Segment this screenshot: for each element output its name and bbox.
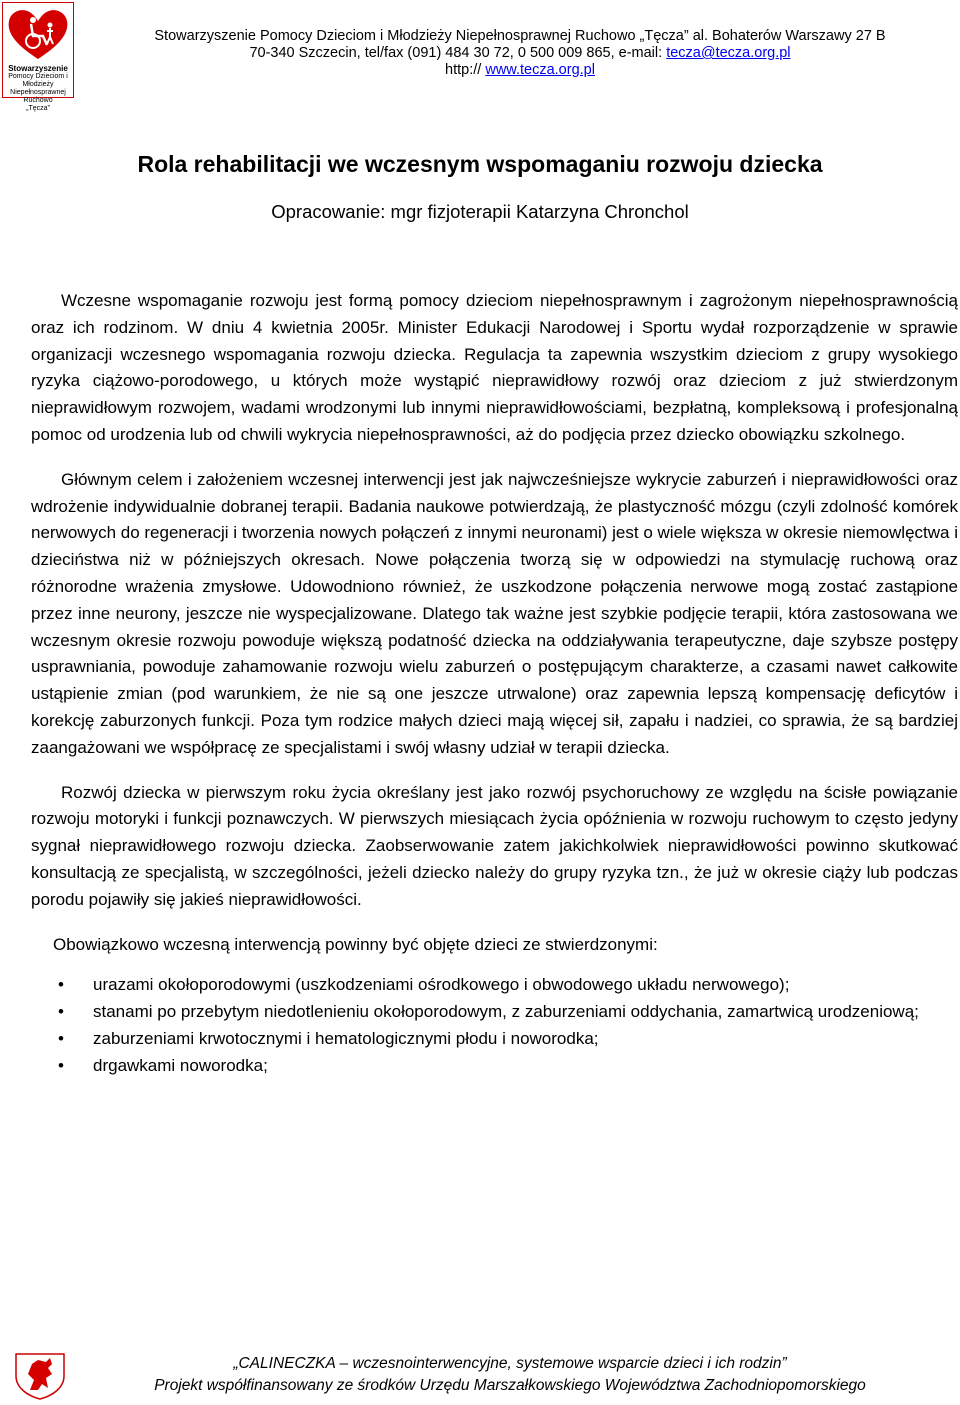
bullet-icon: •: [58, 1055, 64, 1075]
logo-text-line4: „Tęcza”: [26, 105, 50, 112]
paragraph-2: Głównym celem i założeniem wczesnej interwencji jest jak najwcześniejsze wykrycie zaburzeń i nieprawidłowości oraz wdrożenie indywidualnie dobranej terapii. Badania naukowe potwierdzają, że plastyczność mózgu (czyli zdolność komórek nerwowych do regeneracji i tworzenia nowych połączeń z innymi neuronami) jest o wiele większa w okresie niemowlęctwa i dzieciństwa niż w późniejszych okresach. Nowe połączenia tworzą się w odpowiedzi na stymulację ruchową oraz różnorodne wrażenia zmysłowe. Udowodniono również, że uszkodzone połączenia nerwowe mogą zostać zastąpione przez inne neurony, jeszcze nie wyspecjalizowane. Dlatego tak ważne jest szybkie podjęcie terapii, która zastosowana we wczesnym okresie rozwoju powoduje większą podatność dziecka na oddziaływania terapeutyczne, daje szybsze postępy usprawniania, powoduje zahamowanie rozwoju wielu zaburzeń o postępującym charakterze, a czasami nawet całkowite ustąpienie zmian (pod warunkiem, że nie są one jeszcze utrwalone) oraz zapewnia lepszą kompensację deficytów i korekcję zaburzonych funkcji. Poza tym rodzice małych dzieci mają więcej sił, zapału i nadziei, co sprawia, że są bardziej zaangażowani we współpracę ze specjalistami i swój własny udział w terapii dziecka.: [31, 469, 958, 757]
griffin-crest-icon: [12, 1350, 68, 1400]
org-line-2: [90, 45, 950, 62]
logo-text-line3: Niepełnosprawnej Ruchowo: [10, 89, 66, 104]
page-footer: [70, 1353, 950, 1397]
logo-text-line2: Pomocy Dzieciom i Młodzieży: [8, 73, 68, 88]
organization-address: [90, 28, 950, 79]
footer-project-name: „CALINECZKA – wczesnointerwencyjne, systemowe wsparcie dzieci i ich rodzin”: [233, 1355, 787, 1372]
org-line-1: Stowarzyszenie Pomocy Dzieciom i Młodzieży Niepełnosprawnej Ruchowo „Tęcza” al. Bohaterów Warszawy 27 B: [154, 28, 886, 44]
bullet-icon: •: [58, 1002, 64, 1022]
bullet-icon: •: [58, 1028, 64, 1048]
document-title: Rola rehabilitacji we wczesnym wspomaganiu rozwoju dziecka: [137, 151, 823, 177]
document-author: Opracowanie: mgr fizjoterapii Katarzyna Chronchol: [271, 201, 689, 222]
bullet-icon: •: [58, 975, 64, 995]
footer-funding-note: Projekt współfinansowany ze środków Urzędu Marszałkowskiego Województwa Zachodniopomorskiego: [154, 1377, 866, 1394]
logo-text-line1: Stowarzyszenie: [8, 64, 68, 73]
heart-wheelchair-icon: [3, 3, 73, 65]
bullet-list: [31, 972, 958, 1079]
document-body: [31, 288, 958, 1080]
list-item: • stanami po przebytym niedotlenieniu okołoporodowym, z zaburzeniami oddychania, zamartwicą urodzeniową;: [31, 999, 958, 1026]
org-contact: 70-340 Szczecin, tel/fax (091) 484 30 72, 0 500 009 865, e-mail:: [249, 45, 667, 61]
list-item: • urazami okołoporodowymi (uszkodzeniami ośrodkowego i obwodowego układu nerwowego);: [31, 972, 958, 999]
website-prefix: http://: [445, 62, 486, 78]
paragraph-1: Wczesne wspomaganie rozwoju jest formą pomocy dzieciom niepełnosprawnym i zagrożonym niepełnosprawnością oraz ich rodzinom. W dniu 4 kwietnia 2005r. Minister Edukacji Narodowej i Sportu wydał rozporządzenie w sprawie organizacji wczesnego wspomagania rozwoju dziecka. Regulacja ta zapewnia wszystkim dzieciom z grupy wysokiego ryzyka ciążowo-porodowego, u których może wystąpić nieprawidłowy rozwój oraz dzieciom z już stwierdzonym nieprawidłowym rozwojem, wadami wrodzonymi lub innymi nieprawidłowościami, bezpłatną, kompleksową i profesjonalną pomoc od urodzenia lub od chwili wykrycia niepełnosprawności, aż do podjęcia przez dziecko obowiązku szkolnego.: [31, 291, 958, 444]
paragraph-4: Obowiązkowo wczesną interwencją powinny być objęte dzieci ze stwierdzonymi:: [53, 934, 658, 954]
organization-logo: [2, 2, 74, 112]
email-link[interactable]: tecza@tecza.org.pl: [666, 45, 791, 61]
org-line-3: [90, 62, 950, 79]
website-link[interactable]: www.tecza.org.pl: [485, 62, 595, 78]
list-item: • drgawkami noworodka;: [31, 1053, 958, 1080]
list-item: • zaburzeniami krwotocznymi i hematologicznymi płodu i noworodka;: [31, 1026, 958, 1053]
paragraph-3: Rozwój dziecka w pierwszym roku życia określany jest jako rozwój psychoruchowy ze względu na ścisłe powiązanie rozwoju motoryki i funkcji poznawczych. W pierwszych miesiącach życia opóźnienia w rozwoju ruchowym to często jedyny sygnał nieprawidłowego rozwoju dziecka. Zaobserwowanie zatem jakichkolwiek nieprawidłowości powinno skutkować konsultacją ze specjalistą, w szczególności, jeżeli dziecko należy do grupy ryzyka tzn., że już w okresie ciąży lub podczas porodu pojawiły się jakieś nieprawidłowości.: [31, 782, 958, 909]
page-header: [0, 0, 960, 112]
